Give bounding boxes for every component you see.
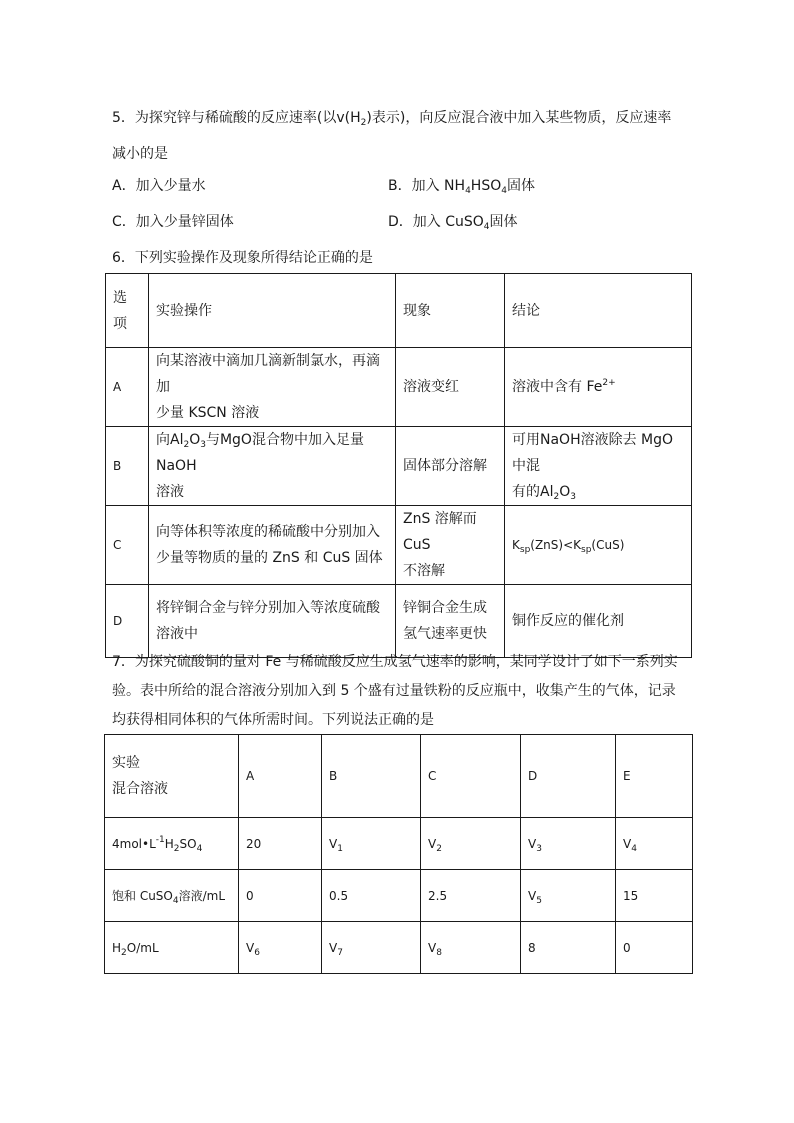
row-phenomenon: 溶液变红 — [396, 348, 505, 427]
table-row — [105, 818, 693, 870]
header-conclusion: 结论 — [505, 274, 692, 348]
header-corner: 实验 混合溶液 — [105, 735, 239, 818]
table-row — [106, 348, 692, 427]
row-label: A — [106, 348, 149, 427]
q5-option-c: C．加入少量锌固体 — [112, 214, 234, 230]
q5-stem-line2: 减小的是 — [112, 146, 168, 162]
row-label-cuso4: 饱和 CuSO$_4$溶液/mL — [105, 870, 239, 922]
header-col-b: B — [322, 735, 421, 818]
row-label: C — [106, 506, 149, 585]
table-header-row — [106, 274, 692, 348]
q7-stem-line2: 验。表中所给的混合溶液分别加入到 5 个盛有过量铁粉的反应瓶中，收集产生的气体，记录 — [112, 683, 676, 699]
q5-option-b: B．加入 $NH_4HSO_4$固体 — [388, 178, 535, 196]
cell-value: 20 — [239, 818, 322, 870]
q5-stem-line1: 5．为探究锌与稀硫酸的反应速率(以$v(H_2)$表示)，向反应混合液中加入某些物质，反应速率 — [112, 110, 672, 128]
cell-value: $V_8$ — [421, 922, 521, 974]
row-label-h2so4: $4mol•L^{-1}H_2SO_4$ — [105, 818, 239, 870]
cell-value: 0 — [616, 922, 693, 974]
row-phenomenon: ZnS 溶解而 CuS 不溶解 — [396, 506, 505, 585]
q7-stem-line3: 均获得相同体积的气体所需时间。下列说法正确的是 — [112, 712, 434, 728]
cell-value: 0 — [239, 870, 322, 922]
header-col-e: E — [616, 735, 693, 818]
q6-stem: 6．下列实验操作及现象所得结论正确的是 — [112, 250, 373, 266]
table-row — [106, 427, 692, 506]
table-header-row — [105, 735, 693, 818]
table-row — [106, 506, 692, 585]
cell-value: $V_4$ — [616, 818, 693, 870]
row-operation: 向$Al_2O_3$与MgO混合物中加入足量NaOH 溶液 — [149, 427, 396, 506]
row-operation: 向等体积等浓度的稀硫酸中分别加入 少量等物质的量的 ZnS 和 CuS 固体 — [149, 506, 396, 585]
row-conclusion: 溶液中含有 $Fe^{2+}$ — [505, 348, 692, 427]
cell-value: $V_6$ — [239, 922, 322, 974]
cell-value: $V_7$ — [322, 922, 421, 974]
row-label: B — [106, 427, 149, 506]
row-conclusion: 可用NaOH溶液除去 MgO 中混 有的$Al_2O_3$ — [505, 427, 692, 506]
row-conclusion: $K_{sp}(ZnS)<K_{sp}(CuS)$ — [505, 506, 692, 585]
header-col-a: A — [239, 735, 322, 818]
header-col-d: D — [521, 735, 616, 818]
row-operation: 将锌铜合金与锌分别加入等浓度硫酸 溶液中 — [149, 585, 396, 658]
q5-option-a: A．加入少量水 — [112, 178, 206, 194]
row-phenomenon: 锌铜合金生成 氢气速率更快 — [396, 585, 505, 658]
cell-value: 8 — [521, 922, 616, 974]
cell-value: 2.5 — [421, 870, 521, 922]
row-phenomenon: 固体部分溶解 — [396, 427, 505, 506]
header-option: 选 项 — [106, 274, 149, 348]
cell-value: $V_1$ — [322, 818, 421, 870]
table-row — [105, 870, 693, 922]
q7-stem-line1: 7．为探究硫酸铜的量对 Fe 与稀硫酸反应生成氢气速率的影响，某同学设计了如下一系列实 — [112, 654, 678, 670]
cell-value: 0.5 — [322, 870, 421, 922]
header-col-c: C — [421, 735, 521, 818]
q5-option-d: D．加入 CuSO$_4$固体 — [388, 214, 518, 232]
q6-table — [105, 273, 692, 658]
q7-table — [104, 734, 693, 974]
row-operation: 向某溶液中滴加几滴新制氯水，再滴加 少量 KSCN 溶液 — [149, 348, 396, 427]
header-operation: 实验操作 — [149, 274, 396, 348]
cell-value: $V_3$ — [521, 818, 616, 870]
table-row — [106, 585, 692, 658]
cell-value: $V_2$ — [421, 818, 521, 870]
cell-value: $V_5$ — [521, 870, 616, 922]
cell-value: 15 — [616, 870, 693, 922]
row-label-water: $H_2O/mL$ — [105, 922, 239, 974]
row-label: D — [106, 585, 149, 658]
row-conclusion: 铜作反应的催化剂 — [505, 585, 692, 658]
table-row — [105, 922, 693, 974]
header-phenomenon: 现象 — [396, 274, 505, 348]
